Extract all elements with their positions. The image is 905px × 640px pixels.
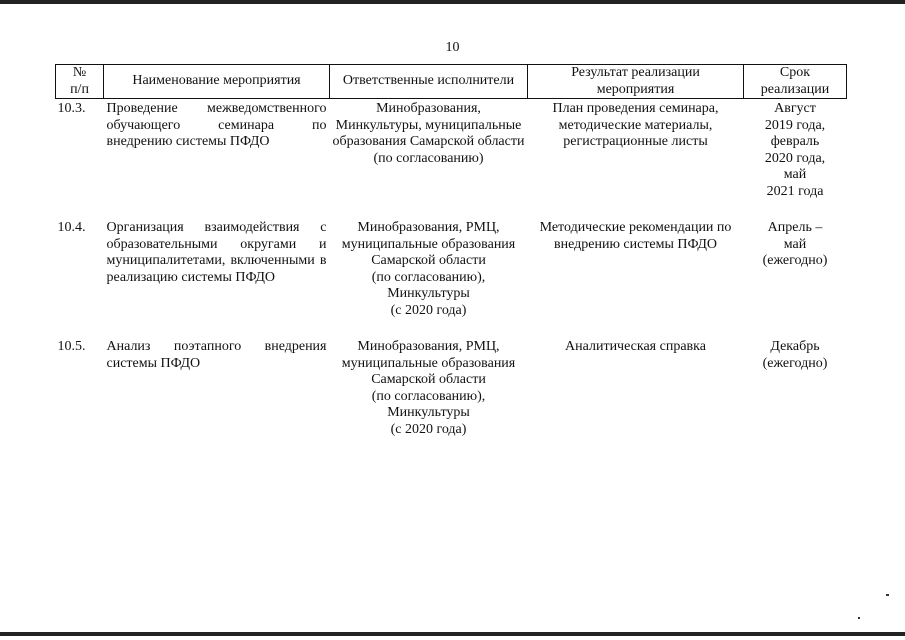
- table-row: [56, 220, 847, 339]
- table-row: [56, 99, 847, 221]
- row-responsible: Минобразования, РМЦ, муниципальные образования Самарской области (по согласованию), Минкультуры (с 2020 года): [341, 339, 516, 437]
- table-body: [56, 99, 847, 459]
- page-number: 10: [445, 40, 460, 55]
- scan-speck: [858, 617, 860, 619]
- row-result: Методические рекомендации по внедрению системы ПФДО: [539, 220, 732, 252]
- page-top-edge: [0, 0, 905, 4]
- header-number: № п/п: [56, 65, 104, 99]
- header-event-name: Наименование мероприятия: [104, 65, 330, 99]
- row-result: План проведения семинара, методические материалы, регистрационные листы: [552, 101, 719, 149]
- row-term: Август 2019 года, февраль 2020 года, май 2021 года: [764, 101, 826, 199]
- row-event-name: Анализ поэтапного внедрения системы ПФДО: [106, 339, 327, 371]
- header-term: Срок реализации: [744, 65, 847, 99]
- row-result: Аналитическая справка: [565, 339, 706, 354]
- row-term: Апрель – май (ежегодно): [762, 220, 828, 268]
- row-number: 10.4.: [57, 220, 86, 235]
- row-number: 10.5.: [57, 339, 86, 354]
- row-term: Декабрь (ежегодно): [762, 339, 828, 371]
- page-bottom-edge: [0, 632, 905, 636]
- row-responsible: Минобразования, РМЦ, муниципальные образования Самарской области (по согласованию), Минкультуры (с 2020 года): [341, 220, 516, 318]
- row-event-name: Проведение межведомственного обучающего семинара по внедрению системы ПФДО: [106, 101, 327, 149]
- row-number: 10.3.: [57, 101, 86, 116]
- events-table: [55, 64, 847, 458]
- row-event-name: Организация взаимодействия с образовательными округами и муниципалитетами, включенными в реализацию системы ПФДО: [106, 220, 327, 285]
- scan-speck: [886, 594, 889, 596]
- row-responsible: Минобразования, Минкультуры, муниципальные образования Самарской области (по согласованию): [332, 101, 525, 166]
- table-header: [56, 65, 847, 99]
- table-header-row: [56, 65, 847, 99]
- header-result: Результат реализации мероприятия: [528, 65, 744, 99]
- header-responsible: Ответственные исполнители: [330, 65, 528, 99]
- table-row: [56, 339, 847, 458]
